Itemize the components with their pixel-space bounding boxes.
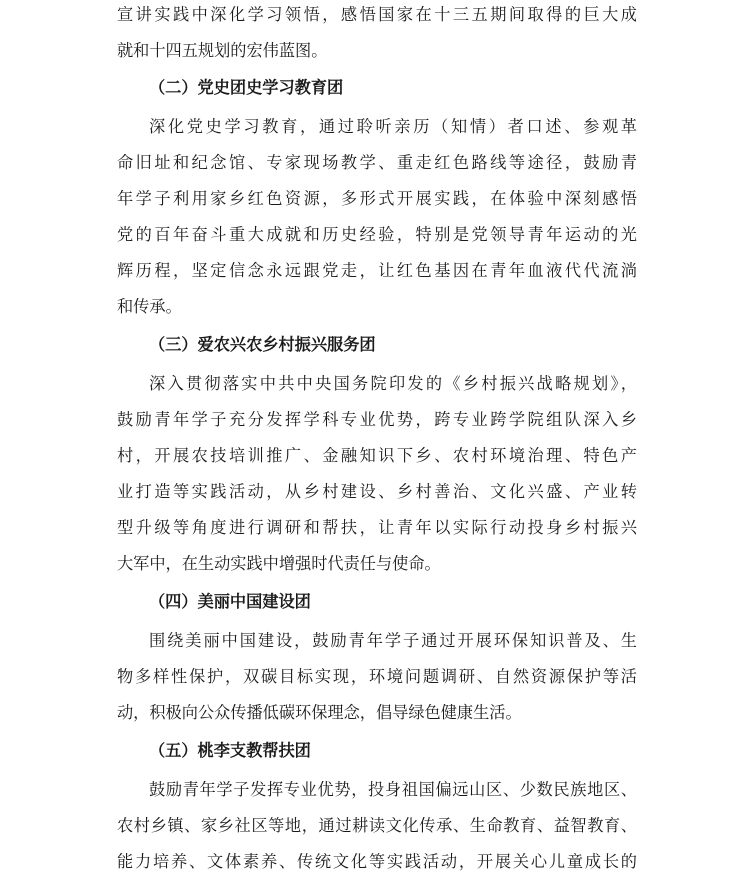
paragraph-line: 深化党史学习教育，通过聆听亲历（知情）者口述、参观革 — [149, 117, 637, 136]
paragraph-line: 命旧址和纪念馆、专家现场教学、重走红色路线等途径，鼓励青 — [117, 153, 637, 172]
paragraph-line: 鼓励青年学子充分发挥学科专业优势，跨专业跨学院组队深入乡 — [117, 410, 637, 429]
paragraph-line: 辉历程，坚定信念永远跟党走，让红色基因在青年血液代代流淌 — [117, 261, 637, 280]
paragraph-line: 党的百年奋斗重大成就和历史经验，特别是党领导青年运动的光 — [117, 225, 637, 244]
section-heading-teaching-support: （五）桃李支教帮扶团 — [149, 741, 311, 760]
section-heading-beautiful-china: （四）美丽中国建设团 — [149, 592, 311, 611]
paragraph-line: 农村乡镇、家乡社区等地，通过耕读文化传承、生命教育、益智教育、 — [117, 816, 637, 835]
paragraph-line: 深入贯彻落实中共中央国务院印发的《乡村振兴战略规划》， — [149, 374, 637, 393]
paragraph-line: 型升级等角度进行调研和帮扶，让青年以实际行动投身乡村振兴 — [117, 518, 637, 537]
paragraph-line: 围绕美丽中国建设，鼓励青年学子通过开展环保知识普及、生 — [149, 631, 637, 650]
paragraph-line: 年学子利用家乡红色资源，多形式开展实践，在体验中深刻感悟 — [117, 189, 637, 208]
section-heading-rural-revitalization: （三）爱农兴农乡村振兴服务团 — [149, 335, 376, 354]
paragraph-line: 和传承。 — [117, 297, 182, 316]
paragraph-line: 动，积极向公众传播低碳环保理念，倡导绿色健康生活。 — [117, 703, 522, 722]
intro-line-1: 宣讲实践中深化学习领悟，感悟国家在十三五期间取得的巨大成 — [117, 5, 637, 24]
intro-line-2: 就和十四五规划的宏伟蓝图。 — [117, 41, 328, 60]
paragraph-line: 村，开展农技培训推广、金融知识下乡、农村环境治理、特色产 — [117, 446, 637, 465]
paragraph-line: 鼓励青年学子发挥专业优势，投身祖国偏远山区、少数民族地区、 — [149, 780, 637, 799]
section-heading-party-history: （二）党史团史学习教育团 — [149, 78, 344, 97]
paragraph-line: 能力培养、文体素养、传统文化等实践活动，开展关心儿童成长的 — [117, 852, 637, 871]
paragraph-line: 大军中，在生动实践中增强时代责任与使命。 — [117, 554, 441, 573]
paragraph-line: 物多样性保护，双碳目标实现，环境问题调研、自然资源保护等活 — [117, 667, 637, 686]
paragraph-line: 业打造等实践活动，从乡村建设、乡村善治、文化兴盛、产业转 — [117, 482, 637, 501]
